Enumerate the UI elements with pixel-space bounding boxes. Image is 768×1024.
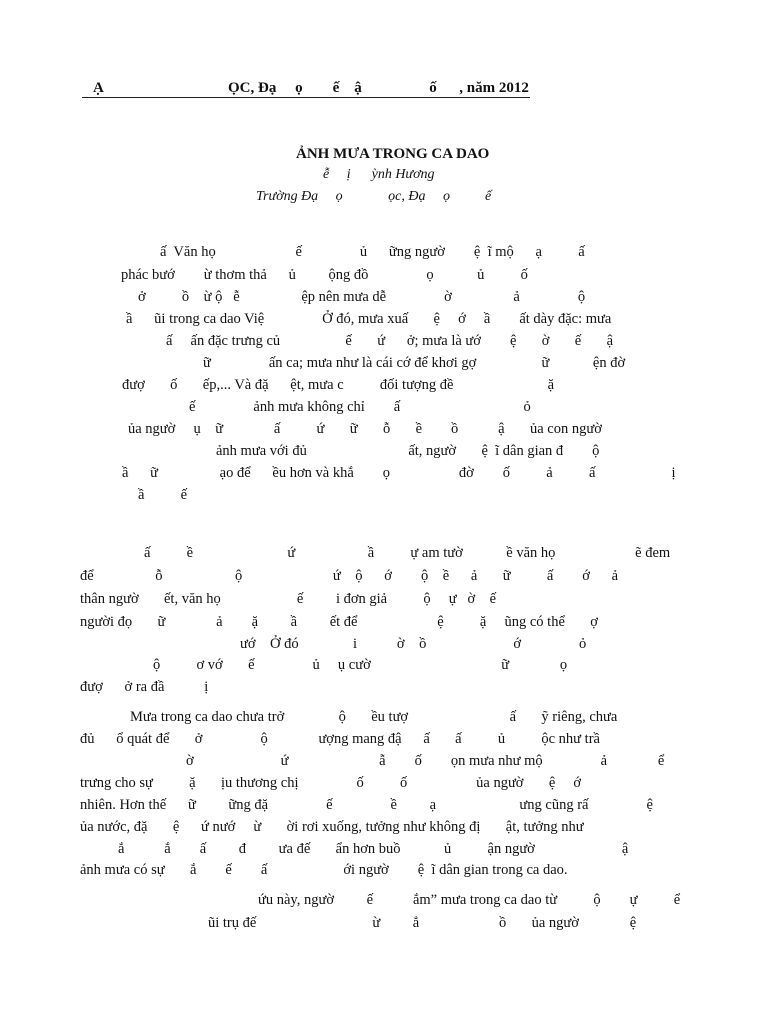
body-line: ướ Ở đó i ờ ồ ớ ỏ xyxy=(240,636,587,652)
header-journal: ỌC, Đạ ọ ế ậ ố , năm 2012 xyxy=(228,80,529,96)
body-line: thân ngườ ết, văn họ ế i đơn giả ộ ự ờ ế xyxy=(80,591,497,607)
abstract-line: ủa ngườ ụ ữ ấ ứ ữ ỗ ề ồ ậ ủa con ngườ xyxy=(128,421,602,437)
abstract-line: ảnh mưa với đủ ất, ngườ ệ ĩ dân gian đ ộ xyxy=(216,443,600,459)
body-line: ũi trụ đế ừ ẳ ồ ủa ngườ ệ xyxy=(208,915,637,931)
body-line: đủ ổ quát để ở ộ ượng mang đậ ấ ấ ủ ộc như trầ xyxy=(80,731,600,747)
body-line: ủa nước, đặ ệ ứ nướ ừ ời rơi xuống, tưởng như không đị ật, tưởng như xyxy=(80,819,584,835)
body-line: ờ ứ ẫ ố ọn mưa như mộ ả ể xyxy=(186,753,665,769)
abstract-line: ấ ấn đặc trưng củ ế ứ ở; mưa là ướ ệ ờ ế ậ xyxy=(166,333,614,349)
body-line: ấ ề ứ ầ ự am tườ ề văn họ ẽ đem xyxy=(144,545,671,561)
body-line: để ỗ ộ ứ ộ ớ ộ ề ả ữ ấ ớ ả xyxy=(80,568,619,584)
body-line: ắ ắ ấ đ ưa đế ẩn hơn buồ ủ ận ngườ ậ xyxy=(118,841,629,857)
body-line: ảnh mưa có sự ắ ế ấ ới ngườ ệ ĩ dân gian trong ca dao. xyxy=(80,862,568,878)
article-title: ẢNH MƯA TRONG CA DAO xyxy=(296,146,490,162)
abstract-line: ầ ũi trong ca dao Việ Ở đó, mưa xuấ ệ ớ ầ ất dày đặc: mưa xyxy=(126,311,612,327)
body-line: đượ ở ra đầ ị xyxy=(80,679,209,695)
abstract-line: ế ảnh mưa không chỉ ấ ỏ xyxy=(189,399,531,415)
header-volume: Ạ xyxy=(93,80,104,96)
abstract-line: ầ ữ ạo để ều hơn và khắ ọ đờ ố ả ấ ị xyxy=(122,465,676,481)
body-line: ộ ơ vớ ế ủ ụ cườ ữ ọ xyxy=(153,657,568,673)
body-line: người đọ ữ ả ặ ầ ết để ệ ặ ũng có thể ợ xyxy=(80,614,598,630)
abstract-line: ấ Văn họ ế ủ ững ngườ ệ ĩ mộ ạ ấ xyxy=(160,244,585,260)
abstract-line: ữ ấn ca; mưa như là cái cớ để khơi gợ ữ ện đờ xyxy=(203,355,626,371)
article-author: ễ ị ỳnh Hương xyxy=(323,167,435,182)
abstract-line: ầ ế xyxy=(138,487,188,503)
body-line: ứu này, ngườ ế ắm” mưa trong ca dao từ ộ ự ể xyxy=(258,892,681,908)
body-line: nhiên. Hơn thế ữ ững đặ ế ề ạ ưng cũng rấ ệ xyxy=(80,797,653,813)
article-affiliation: Trường Đạ ọ ọc, Đạ ọ ế xyxy=(256,189,492,204)
abstract-line: ở ồ ừ ộ ễ ệp nên mưa dễ ờ ả ộ xyxy=(138,289,586,305)
body-line: trưng cho sự ặ ịu thương chị ố ố ủa ngườ ệ ớ xyxy=(80,775,582,791)
abstract-line: đượ ố ếp,... Và đặ ệt, mưa c đối tượng đề ặ xyxy=(122,377,555,393)
header-underline xyxy=(82,97,530,98)
abstract-line: phác bướ ừ thơm thả ủ ộng đồ ọ ủ ố xyxy=(121,267,528,283)
body-line: Mưa trong ca dao chưa trở ộ ều tượ ấ ỹ riêng, chưa xyxy=(130,709,618,725)
